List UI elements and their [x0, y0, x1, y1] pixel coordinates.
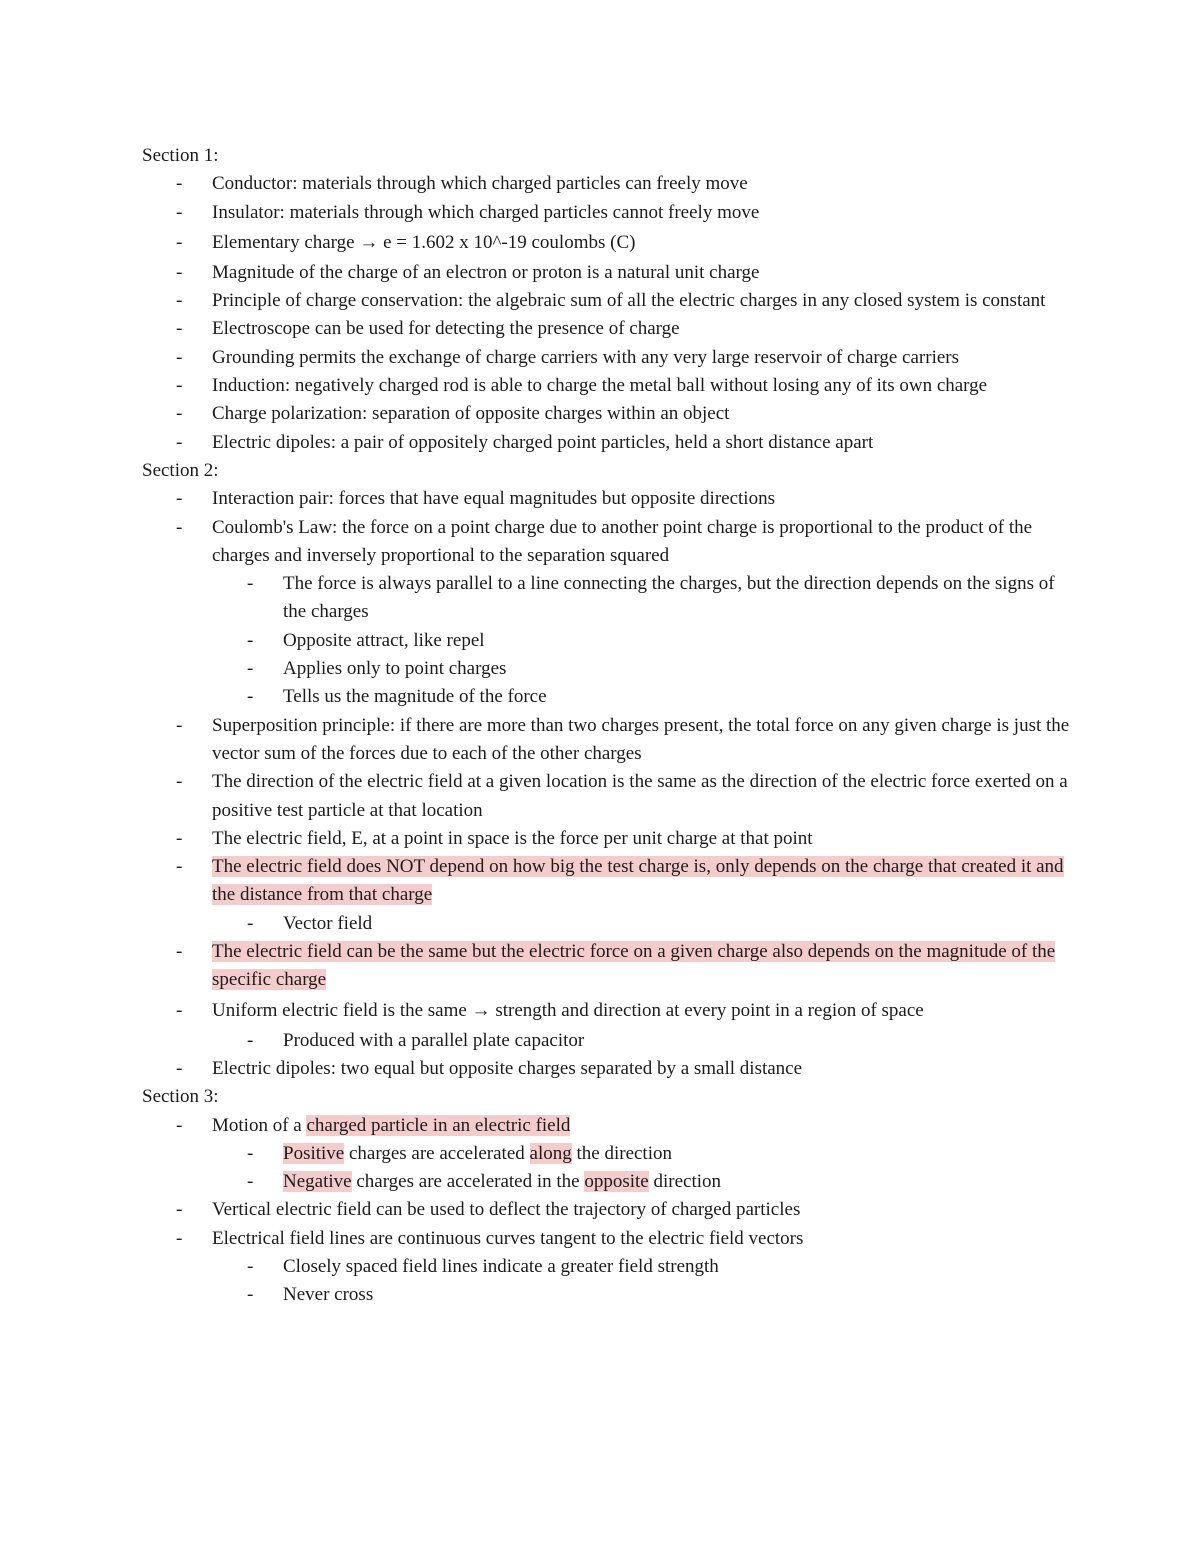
item-text: The electric field, E, at a point in space is the force per unit charge at that point — [212, 827, 813, 849]
bullet-dash: - — [176, 173, 183, 195]
item-text: Magnitude of the charge of an electron or proton is a natural unit charge — [212, 261, 760, 283]
sub-list-item — [142, 683, 1072, 711]
item-text: Conductor: materials through which charged particles can freely move — [212, 173, 748, 195]
bullet-dash: - — [176, 375, 183, 397]
list-item — [142, 825, 1072, 853]
list-item — [142, 227, 1072, 259]
list-item — [142, 1055, 1072, 1083]
highlighted-text: opposite — [584, 1171, 649, 1193]
bullet-dash: - — [176, 431, 183, 453]
section-2-heading: Section 2: — [142, 459, 219, 481]
bullet-dash: - — [176, 346, 183, 368]
sub-list-item — [142, 655, 1072, 683]
item-text: Vertical electric field can be used to deflect the trajectory of charged particles — [212, 1199, 801, 1221]
item-text: Induction: negatively charged rod is able to charge the metal ball without losing any of its own charge — [212, 375, 988, 397]
list-item — [142, 259, 1072, 287]
bullet-dash: - — [247, 1142, 254, 1164]
bullet-dash: - — [247, 658, 254, 680]
item-text: Superposition principle: if there are more than two charges present, the total force on any given charge is just the vector sum of the forces due to each of the other charges — [212, 714, 1070, 764]
highlighted-text: along — [529, 1142, 572, 1164]
sub-list-item — [142, 1168, 1072, 1196]
sub-list-item — [142, 627, 1072, 655]
item-text: Motion of a — [212, 1114, 307, 1136]
list-item — [142, 400, 1072, 428]
list-item — [142, 199, 1072, 227]
list-item — [142, 712, 1072, 769]
sub-list-item — [142, 1027, 1072, 1055]
item-text: charges are accelerated in the — [351, 1171, 585, 1193]
bullet-dash: - — [176, 1057, 183, 1079]
notes-content — [142, 142, 1072, 1310]
section-1-heading: Section 1: — [142, 145, 219, 166]
sub-list-item — [142, 910, 1072, 938]
bullet-dash: - — [176, 318, 183, 340]
item-text: Produced with a parallel plate capacitor — [283, 1029, 585, 1051]
list-item — [142, 429, 1072, 457]
bullet-dash: - — [247, 686, 254, 708]
list-item — [142, 514, 1072, 571]
item-text: Electrical field lines are continuous curves tangent to the electric field vectors — [212, 1227, 804, 1249]
item-text: the direction — [571, 1142, 672, 1164]
item-text: Tells us the magnitude of the force — [283, 686, 547, 708]
list-item — [142, 485, 1072, 513]
item-text: Closely spaced field lines indicate a greater field strength — [283, 1255, 719, 1277]
list-item — [142, 768, 1072, 825]
bullet-dash: - — [176, 231, 183, 253]
bullet-dash: - — [176, 1114, 183, 1136]
bullet-dash: - — [176, 261, 183, 283]
sub-list-item — [142, 570, 1072, 627]
sub-list-item — [142, 1281, 1072, 1309]
bullet-dash: - — [176, 941, 183, 963]
bullet-dash: - — [247, 1255, 254, 1277]
bullet-dash: - — [247, 1171, 254, 1193]
item-text: Charge polarization: separation of opposite charges within an object — [212, 403, 730, 425]
item-text: Electroscope can be used for detecting the presence of charge — [212, 318, 680, 340]
highlighted-text: charged particle in an electric field — [306, 1114, 571, 1136]
list-item — [142, 1225, 1072, 1253]
item-text: Coulomb's Law: the force on a point charge due to another point charge is proportional to the product of the charges and inversely proportional to the separation squared — [212, 516, 1033, 566]
item-text: Electric dipoles: a pair of oppositely charged point particles, held a short distance apart — [212, 431, 874, 453]
list-item — [142, 938, 1072, 995]
item-text: Insulator: materials through which charged particles cannot freely move — [212, 201, 760, 223]
highlighted-text: Negative — [283, 1171, 352, 1193]
item-text: Electric dipoles: two equal but opposite charges separated by a small distance — [212, 1057, 803, 1079]
highlighted-text: Positive — [283, 1142, 345, 1164]
list-item — [142, 995, 1072, 1027]
bullet-dash: - — [176, 771, 183, 793]
bullet-dash: - — [176, 488, 183, 510]
item-text: direction — [648, 1171, 722, 1193]
list-item — [142, 853, 1072, 910]
item-text: The force is always parallel to a line connecting the charges, but the direction depends on the signs of the charges — [283, 573, 1055, 623]
bullet-dash: - — [176, 290, 183, 312]
bullet-dash: - — [247, 912, 254, 934]
bullet-dash: - — [176, 403, 183, 425]
bullet-dash: - — [176, 201, 183, 223]
list-item — [142, 372, 1072, 400]
bullet-dash: - — [176, 856, 183, 878]
sub-list-item — [142, 1253, 1072, 1281]
bullet-dash: - — [176, 516, 183, 538]
list-item — [142, 344, 1072, 372]
section-3-heading: Section 3: — [142, 1086, 219, 1108]
sub-list-item — [142, 1140, 1072, 1168]
bullet-dash: - — [247, 1029, 254, 1051]
bullet-dash: - — [247, 573, 254, 595]
list-item — [142, 170, 1072, 198]
item-text: Uniform electric field is the same → strength and direction at every point in a region of space — [212, 999, 924, 1021]
item-text: The direction of the electric field at a given location is the same as the direction of the electric force exerted on a positive test particle at that location — [212, 771, 1068, 821]
bullet-dash: - — [176, 827, 183, 849]
bullet-dash: - — [176, 1199, 183, 1221]
bullet-dash: - — [176, 1227, 183, 1249]
highlighted-text: The electric field does NOT depend on how big the test charge is, only depends on the charge that created it and the distance from that charge — [212, 856, 1064, 906]
list-item — [142, 1196, 1072, 1224]
item-text: Never cross — [283, 1284, 374, 1306]
highlighted-text: The electric field can be the same but the electric force on a given charge also depends on the magnitude of the specific charge — [212, 941, 1056, 991]
item-text: Principle of charge conservation: the algebraic sum of all the electric charges in any closed system is constant — [212, 290, 1046, 312]
bullet-dash: - — [176, 714, 183, 736]
item-text: Applies only to point charges — [283, 658, 507, 680]
item-text: Vector field — [283, 912, 373, 934]
list-item — [142, 1112, 1072, 1140]
list-item — [142, 315, 1072, 343]
item-text: Elementary charge → e = 1.602 x 10^-19 coulombs (C) — [212, 231, 636, 253]
item-text: Grounding permits the exchange of charge carriers with any very large reservoir of charge carriers — [212, 346, 960, 368]
item-text: charges are accelerated — [344, 1142, 530, 1164]
item-text: Interaction pair: forces that have equal magnitudes but opposite directions — [212, 488, 775, 510]
list-item — [142, 287, 1072, 315]
item-text: Opposite attract, like repel — [283, 629, 485, 651]
bullet-dash: - — [176, 999, 183, 1021]
bullet-dash: - — [247, 629, 254, 651]
bullet-dash: - — [247, 1284, 254, 1306]
